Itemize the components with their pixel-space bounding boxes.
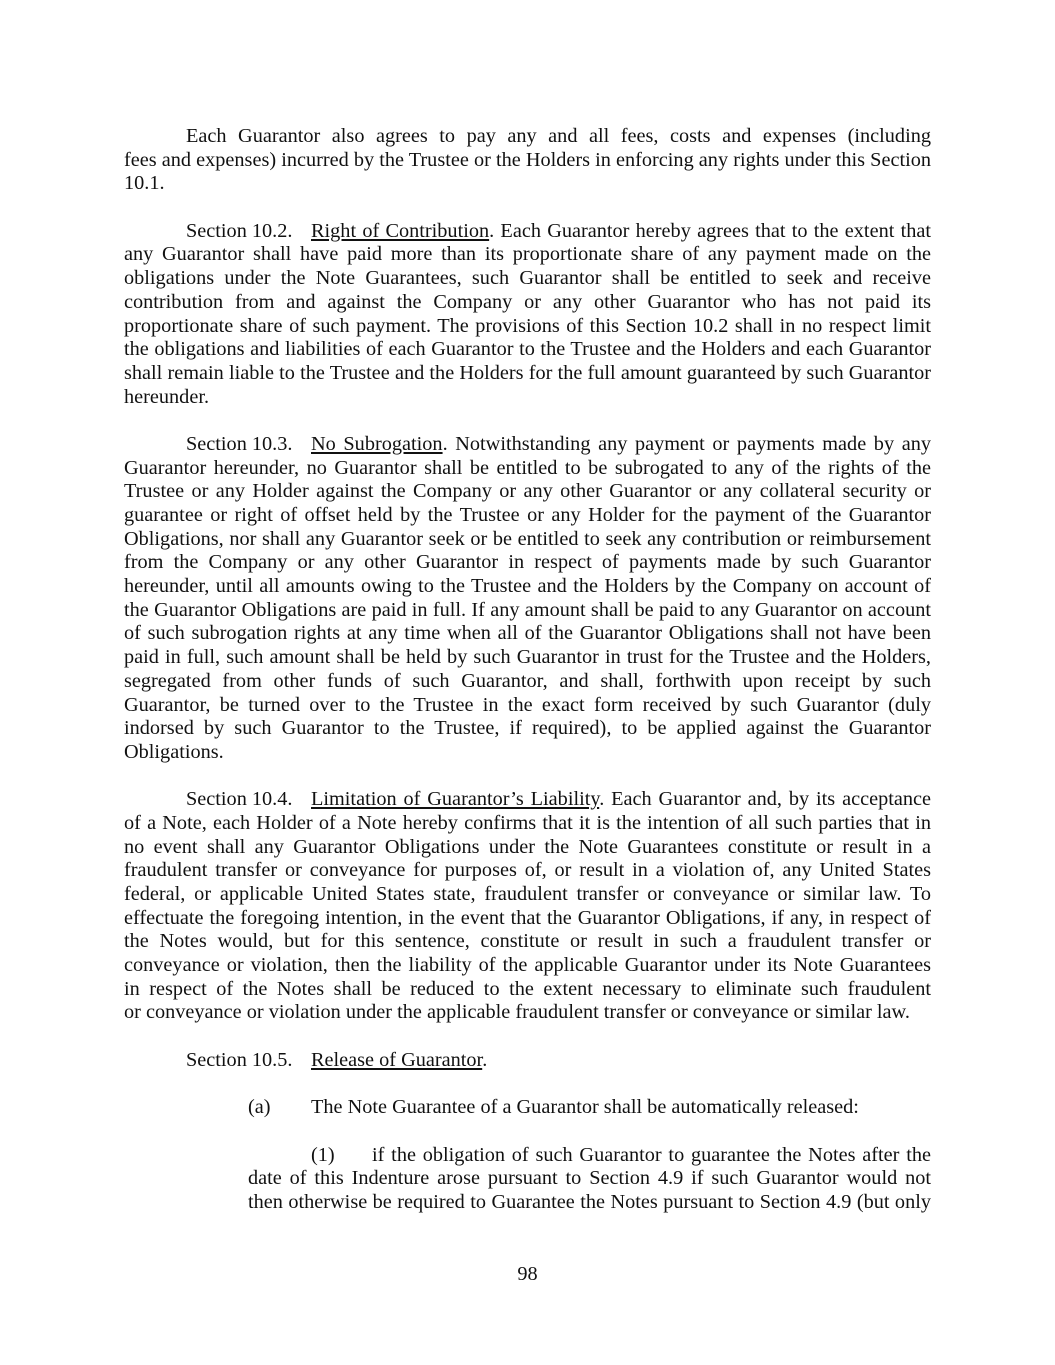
text-line: the Notes would, but for this sentence, constitute or result in such a fraudulent transfer or: [124, 930, 931, 953]
text-line: date of this Indenture arose pursuant to Section 4.9 if such Guarantor would not: [248, 1167, 931, 1190]
text-line: Trustee or any Holder against the Company or any other Guarantor or any collateral security or: [124, 480, 931, 503]
text-line: Obligations.: [124, 740, 224, 763]
text-line: [124, 220, 931, 244]
text-line: paid in full, such amount shall be held by such Guarantor in trust for the Trustee and the Holders,: [124, 646, 931, 669]
paragraph: [124, 125, 931, 196]
text-line: Guarantor, be turned over to the Trustee in the exact form received by such Guarantor (duly: [124, 693, 931, 716]
text-line: federal, or applicable United States state, fraudulent transfer or conveyance or similar law. To: [124, 883, 931, 905]
text-line: effectuate the foregoing intention, in the event that the Guarantor Obligations, if any, in respect of: [124, 906, 931, 929]
clause-a-label: (a): [248, 1096, 271, 1119]
text-line: 10.1.: [124, 172, 165, 195]
text-line: no event shall any Guarantor Obligations under the Note Guarantees constitute or result in a: [124, 835, 931, 858]
text-line: the Guarantor Obligations are paid in full. If any amount shall be paid to any Guarantor on account: [124, 598, 931, 621]
text-line: the obligations and liabilities of each Guarantor to the Trustee and the Holders and each Guarantor: [124, 338, 931, 361]
text-line: hereunder.: [124, 385, 210, 408]
text-line: from the Company or any other Guarantor in respect of payments made by such Guarantor: [124, 551, 931, 574]
clause-a: [124, 1096, 931, 1120]
line-text: . Notwithstanding any payment or payments made by any: [442, 432, 931, 455]
text-line: proportionate share of such payment. The provisions of this Section 10.2 shall in no respect limit: [124, 314, 931, 337]
text-line: Obligations, nor shall any Guarantor seek or be entitled to seek any contribution or reimbursement: [124, 527, 931, 550]
text-line: of such subrogation rights at any time when all of the Guarantor Obligations shall not have been: [124, 622, 931, 645]
text-line: [124, 1049, 931, 1073]
text-line: [124, 788, 931, 812]
text-line: contribution from and against the Company or any other Guarantor who has not paid its: [124, 290, 931, 313]
section-title: Limitation of Guarantor’s Liability: [311, 788, 600, 811]
section-number: Section 10.3.: [186, 432, 293, 455]
text-line: shall remain liable to the Trustee and the Holders for the full amount guaranteed by such Guarantor: [124, 361, 931, 384]
page-number: 98: [517, 1263, 538, 1285]
text-line: any Guarantor shall have paid more than its proportionate share of any payment made on the: [124, 243, 931, 266]
text-line: obligations under the Note Guarantees, such Guarantor shall be entitled to seek and receive: [124, 267, 931, 290]
text-line: segregated from other funds of such Guarantor, and shall, forthwith upon receipt by such: [124, 669, 931, 692]
section-title: Release of Guarantor: [311, 1048, 483, 1071]
text-line: in respect of the Notes shall be reduced to the extent necessary to eliminate such fraudulent: [124, 977, 931, 1000]
text-line: or conveyance or violation under the applicable fraudulent transfer or conveyance or similar law.: [124, 1001, 910, 1024]
text-line: then otherwise be required to Guarantee the Notes pursuant to Section 4.9 (but only: [248, 1190, 931, 1213]
clause-1: [248, 1144, 931, 1215]
paragraph: [124, 433, 931, 765]
text-line: [124, 433, 931, 457]
text-line: conveyance or violation, then the liability of the applicable Guarantor under its Note Guarantees: [124, 954, 931, 977]
text-line: guarantee or right of offset held by the Trustee or any Holder for the payment of the Guarantor: [124, 504, 931, 526]
text-line: hereunder, until all amounts owing to the Trustee and the Holders by the Company on account of: [124, 575, 931, 598]
line-text: .: [482, 1048, 488, 1071]
section-title: No Subrogation: [311, 432, 443, 455]
text-line: fees and expenses) incurred by the Trustee or the Holders in enforcing any rights under this Section: [124, 148, 931, 171]
section-number: Section 10.4.: [186, 788, 293, 811]
line-text: . Each Guarantor and, by its acceptance: [599, 788, 931, 811]
paragraph: [124, 1049, 931, 1073]
text-line: of a Note, each Holder of a Note hereby confirms that it is the intention of all such parties that in: [124, 811, 931, 834]
section-title: Right of Contribution: [311, 219, 490, 242]
section-number: Section 10.2.: [186, 219, 293, 242]
line-text: . Each Guarantor hereby agrees that to the extent that: [489, 219, 931, 242]
line-text: if the obligation of such Guarantor to guarantee the Notes after the: [372, 1143, 931, 1166]
paragraph: [124, 788, 931, 1025]
paragraph: [124, 220, 931, 410]
text-line: fraudulent transfer or conveyance for purposes of, or result in a violation of, any United States: [124, 859, 931, 882]
text-line: indorsed by such Guarantor to the Trustee, if required), to be applied against the Guarantor: [124, 717, 931, 740]
clause-a-text: The Note Guarantee of a Guarantor shall be automatically released:: [311, 1096, 859, 1119]
clause-1-label: (1): [311, 1143, 335, 1166]
document-body: [124, 125, 931, 1215]
text-line: [248, 1144, 931, 1168]
section-number: Section 10.5.: [186, 1048, 293, 1071]
text-line: Guarantor hereunder, no Guarantor shall be entitled to be subrogated to any of the rights of the: [124, 456, 931, 479]
text-line: Each Guarantor also agrees to pay any and all fees, costs and expenses (including: [186, 125, 931, 147]
